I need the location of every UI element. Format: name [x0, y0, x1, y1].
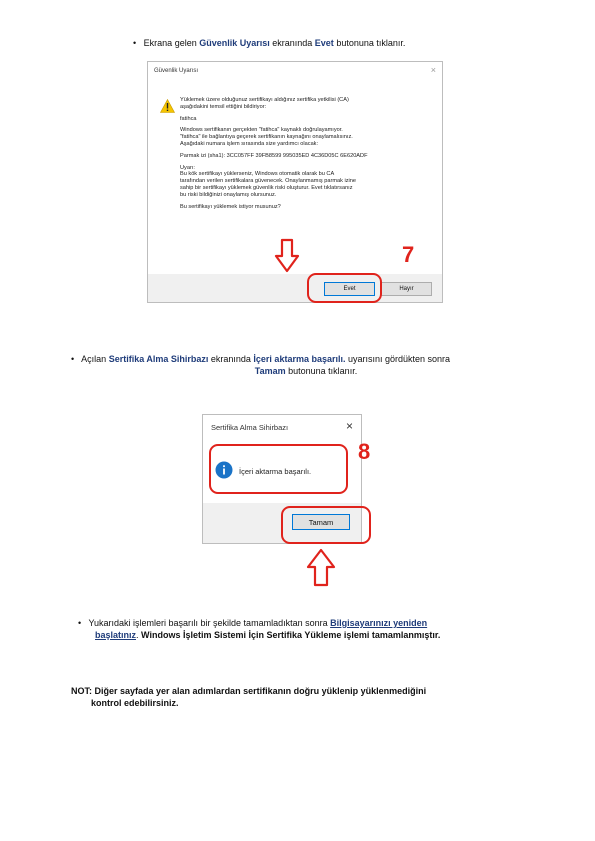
highlight-sertifika-alma-sihirbazi: Sertifika Alma Sihirbazı [108, 354, 209, 364]
no-button[interactable]: Hayır [381, 282, 432, 296]
ca-name: fatihca [180, 115, 197, 122]
up-arrow-icon [306, 548, 336, 588]
completion-text: Windows İşletim Sistemi İçin Sertifika Yükleme işlemi tamamlanmıştır. [141, 630, 441, 640]
yes-highlight-box [307, 273, 382, 303]
warning-text: Uyarı: Bu kök sertifikayı yüklerseniz, Windows otomatik olarak bu CA tarafından verilen sertifikalara güvenecek. Onaylanmamış parmak izine sahip bir sertifikayı yüklemek güvenlik riski oluşturur. Evet tıklatırsanız bu riski bildiğinizi onaylamış olursunuz. [180, 164, 356, 198]
step1-text: • Ekrana gelen Güvenlik Uyarısı ekranında Evet butonuna tıklanır. [133, 38, 406, 48]
highlight-tamam: Tamam [254, 366, 286, 376]
yes-button[interactable]: Evet [324, 282, 375, 296]
bullet: • [133, 38, 137, 48]
install-question: Bu sertifikayı yüklemek istiyor musunuz? [180, 203, 281, 210]
step-number-7: 7 [402, 242, 415, 267]
dialog-footer [148, 274, 442, 302]
warning-icon [160, 99, 175, 113]
restart-link-part1[interactable]: Bilgisayarınızı yeniden [330, 618, 428, 628]
ca-statement: Yüklemek üzere olduğunuz sertifikayı aldığınız sertifika yetkilisi (CA) aşağıdakini temsil ettiğini bildiriyor: [180, 97, 349, 110]
ok-button[interactable]: Tamam [292, 514, 350, 530]
close-icon[interactable]: × [430, 65, 436, 75]
dialog-body [180, 97, 430, 215]
success-message: İçeri aktarma başarılı. [239, 467, 312, 476]
step2-text: • Açılan Sertifika Alma Sihirbazı ekranında İçeri aktarma başarılı. uyarısını gördükten sonra Tamam butonuna tıklanır. [71, 354, 451, 376]
step3-text: • Yukarıdaki işlemleri başarılı bir şekilde tamamladıktan sonra Bilgisayarınızı yeniden başlatınız. Windows İşletim Sistemi İçin Sertifika Yükleme işlemi tamamlanmıştır. [78, 618, 441, 640]
message-highlight-box [209, 444, 348, 494]
bullet: • [71, 354, 75, 364]
ok-highlight-box [281, 506, 371, 544]
thumbprint: Parmak izi (sha1): 3CC057FF 39FB8599 995035ED 4C36D05C 6E620ADF [180, 152, 368, 159]
down-arrow-icon [274, 238, 300, 274]
highlight-evet: Evet [314, 38, 334, 48]
highlight-iceri-aktarma: İçeri aktarma başarılı. [253, 354, 346, 364]
verify-statement: Windows sertifikanın gerçekten "fatihca" kaynaklı doğrulayamıyor. "fatihca" ile bağlantıya geçerek sertifikanın kaynağını onaylamalısınız. Aşağıdaki numara işlem sırasında size yardımcı olacak: [180, 127, 353, 147]
dialog-title: Sertifika Alma Sihirbazı [211, 423, 289, 432]
step-number-8: 8 [358, 439, 371, 464]
highlight-guvenlik-uyarisi: Güvenlik Uyarısı [199, 38, 270, 48]
note-text: NOT: Diğer sayfada yer alan adımlardan sertifikanın doğru yüklenip yüklenmediğini kontrol edebilirsiniz. [71, 686, 427, 708]
bullet: • [78, 618, 82, 628]
dialog-title: Güvenlik Uyarısı [154, 68, 199, 74]
restart-link-part2[interactable]: başlatınız [95, 630, 137, 640]
close-icon[interactable]: × [345, 419, 353, 433]
